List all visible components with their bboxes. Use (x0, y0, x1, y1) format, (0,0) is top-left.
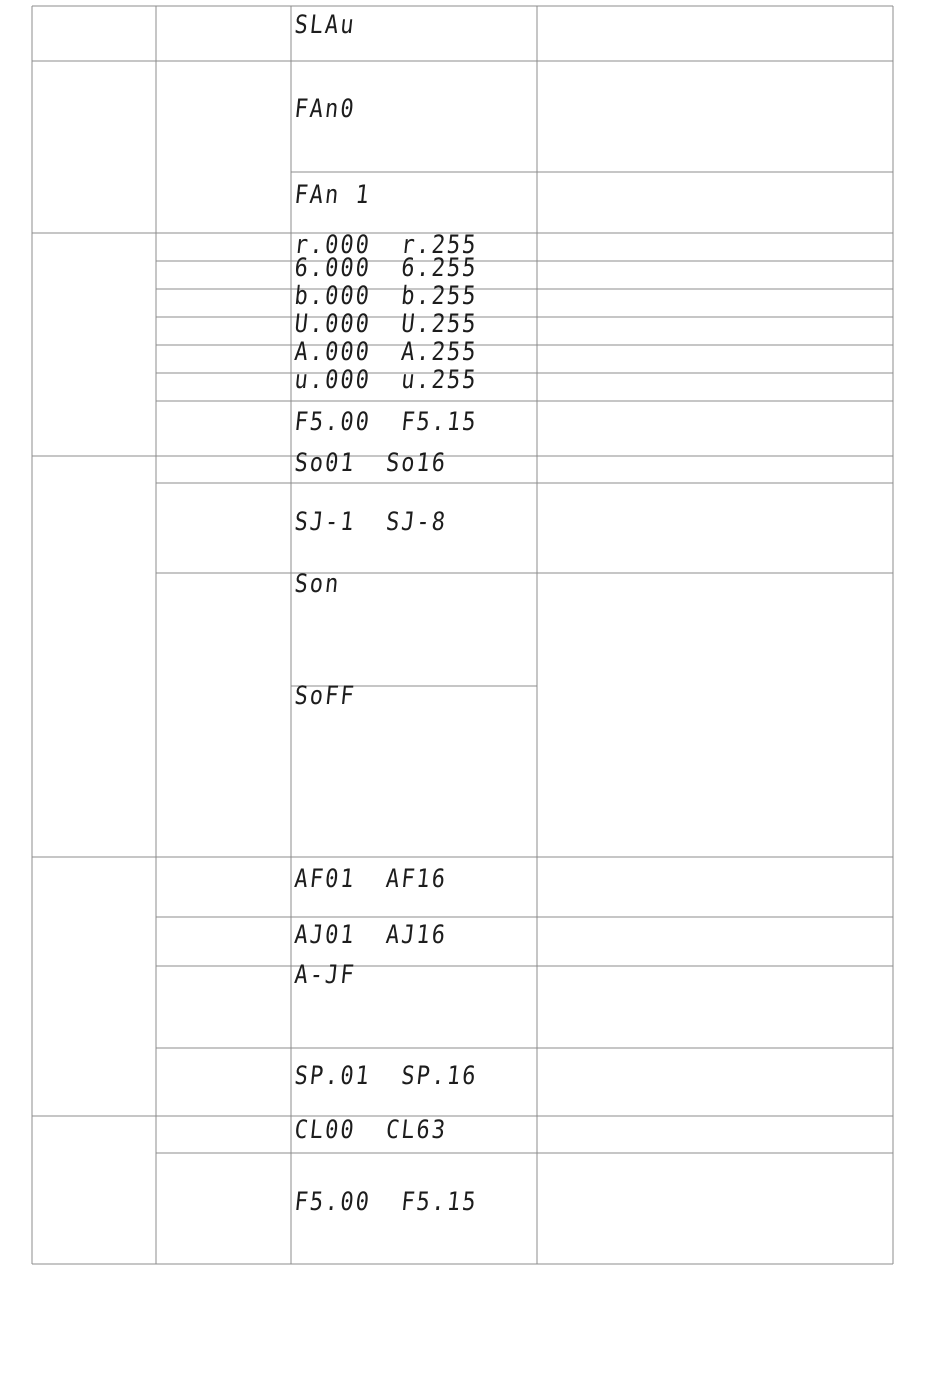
lcd-code-auto-fade: AF01 AF16 (293, 865, 449, 894)
lcd-code-fan-1: FAn 1 (293, 181, 373, 210)
lcd-code-blue-range: b.000 b.255 (293, 282, 479, 311)
lcd-code-white-range: U.000 U.255 (293, 310, 479, 339)
lcd-code-red-range: r.000 r.255 (293, 231, 479, 260)
lcd-code-slave: SLAu (293, 11, 358, 41)
lcd-code-amber-range: A.000 A.255 (293, 338, 479, 367)
lcd-code-fan-0: FAn0 (293, 95, 358, 124)
lcd-code-strobe-range-2: F5.00 F5.15 (293, 1188, 479, 1217)
lcd-code-auto-jump: AJ01 AJ16 (293, 921, 449, 950)
lcd-code-auto-jump-fade: A-JF (293, 961, 358, 990)
lcd-code-speed: SP.01 SP.16 (293, 1062, 479, 1091)
lcd-code-uv-range: u.000 u.255 (293, 366, 479, 395)
lcd-code-sound-off: SoFF (293, 682, 358, 711)
lcd-code-sound-jump: SJ-1 SJ-8 (293, 508, 449, 537)
lcd-code-strobe-range: F5.00 F5.15 (293, 408, 479, 437)
lcd-code-green-range: 6.000 6.255 (293, 254, 479, 283)
lcd-code-sound-sensitivity: So01 So16 (293, 449, 449, 478)
lcd-code-sound-on: Son (293, 570, 342, 599)
lcd-code-color: CL00 CL63 (293, 1116, 449, 1145)
